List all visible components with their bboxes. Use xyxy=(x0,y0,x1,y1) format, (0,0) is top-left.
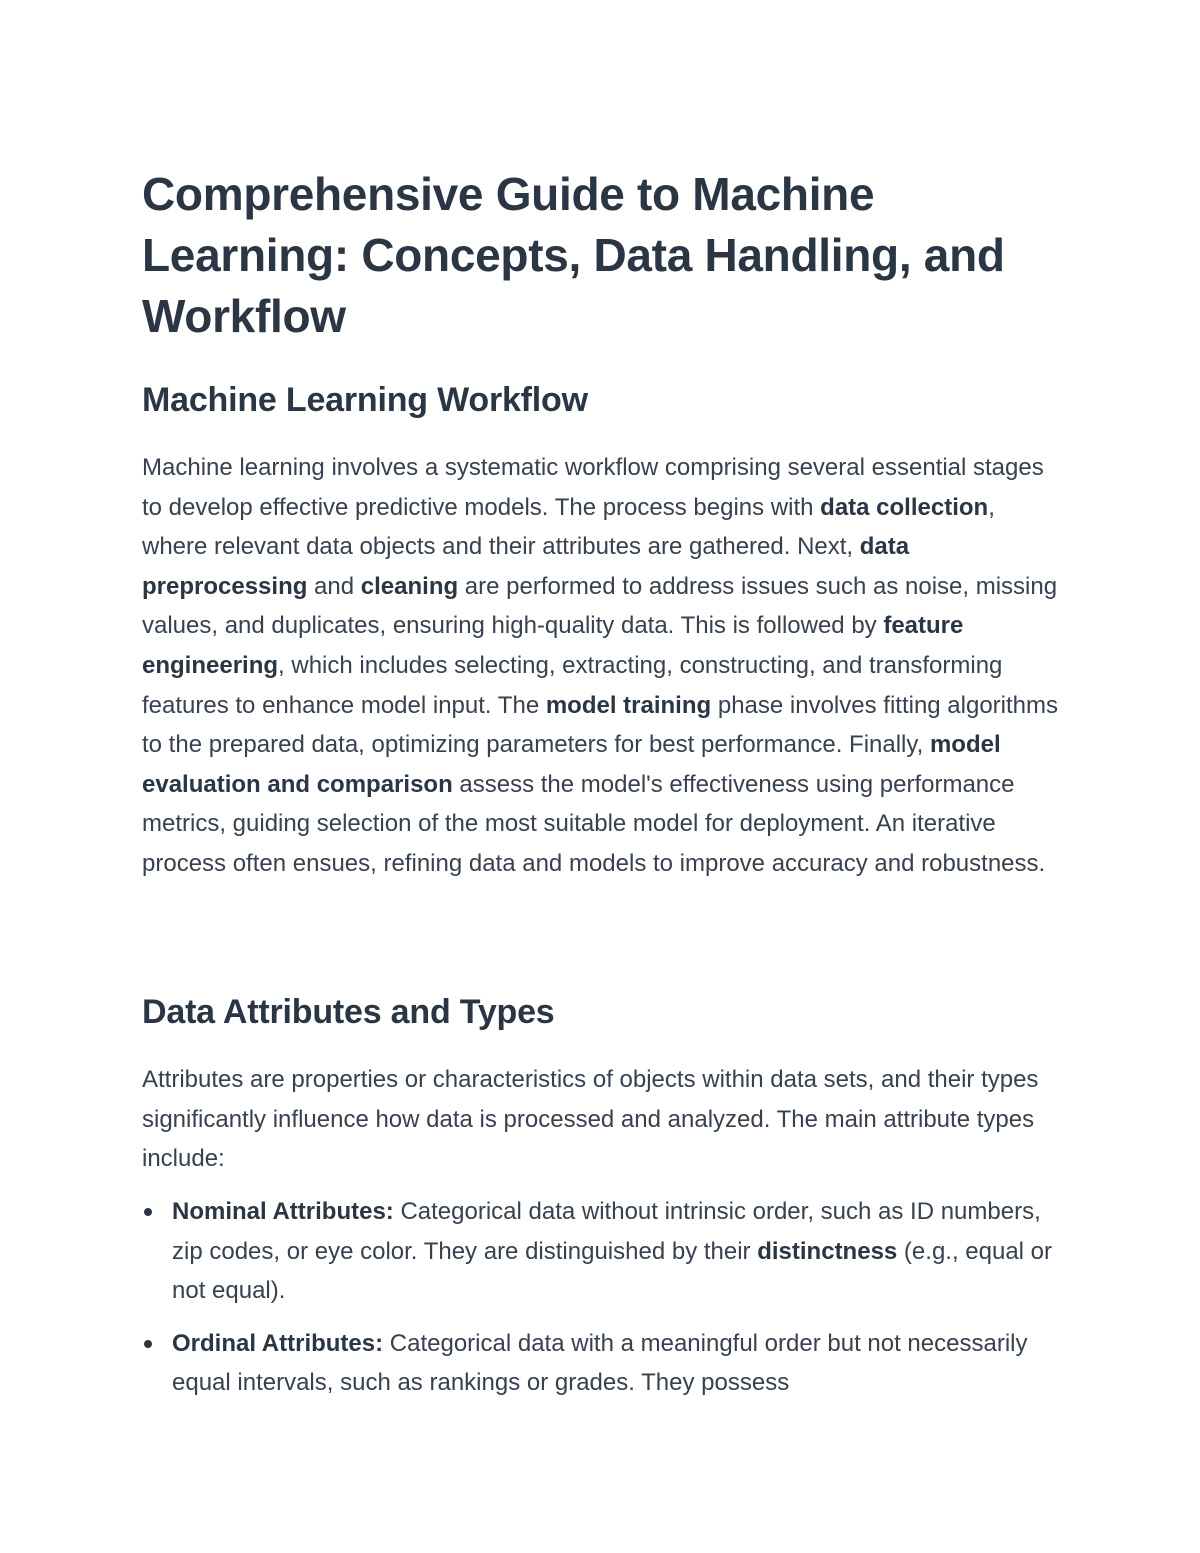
attribute-types-list xyxy=(142,1192,1062,1416)
text-run: assess the model's effectiveness using performance metrics, guiding selection of the most suitable model for deployment. An iterative process often ensues, refining data and models to improve accuracy and robustness. xyxy=(142,770,1046,877)
text-run: Categorical data without intrinsic order, such as ID numbers, zip codes, or eye color. They are distinguished by their xyxy=(172,1198,1041,1265)
list-item-term: Ordinal Attributes: xyxy=(172,1329,384,1357)
bold-term-model-training: model training xyxy=(545,691,712,719)
text-run: (e.g., equal or not equal). xyxy=(172,1237,1053,1305)
text-run: , which includes selecting, extracting, constructing, and transforming features to enhance model input. The xyxy=(142,651,1003,719)
bold-term-feature-engineering: feature engineering xyxy=(142,612,964,679)
page-title: Comprehensive Guide to Machine Learning: Concepts, Data Handling, and Workflow xyxy=(142,168,1005,342)
list-item-term: Nominal Attributes: xyxy=(172,1198,394,1225)
bold-term-data-collection: data collection xyxy=(820,493,989,521)
bold-term-cleaning: cleaning xyxy=(360,572,459,600)
bullet-icon xyxy=(144,1340,152,1348)
section-heading-attributes: Data Attributes and Types xyxy=(142,993,555,1031)
bold-term-model-evaluation: model evaluation and comparison xyxy=(142,731,1001,798)
workflow-paragraph xyxy=(142,448,1062,884)
section-heading-workflow: Machine Learning Workflow xyxy=(142,381,588,419)
bullet-icon xyxy=(144,1208,152,1216)
bold-term-data-preprocessing: data preprocessing xyxy=(142,533,910,600)
bold-term-distinctness: distinctness xyxy=(757,1237,898,1265)
attributes-paragraph: Attributes are properties or characteristics of objects within data sets, and their types significantly influence how data is processed and analyzed. The main attribute types include: xyxy=(142,1066,1039,1173)
list-item xyxy=(142,1324,1062,1403)
text-run: Categorical data with a meaningful order but not necessarily equal intervals, such as rankings or grades. They possess xyxy=(172,1329,1028,1397)
text-run: Machine learning involves a systematic workflow comprising several essential stages to develop effective predictive models. The process begins with xyxy=(142,454,1044,521)
text-run: and xyxy=(307,572,361,600)
text-run: are performed to address issues such as noise, missing values, and duplicates, ensuring high-quality data. This is followed by xyxy=(142,572,1058,640)
text-run: phase involves fitting algorithms to the prepared data, optimizing parameters for best performance. Finally, xyxy=(142,691,1059,759)
text-run: , where relevant data objects and their attributes are gathered. Next, xyxy=(142,493,995,561)
list-item xyxy=(142,1192,1062,1311)
